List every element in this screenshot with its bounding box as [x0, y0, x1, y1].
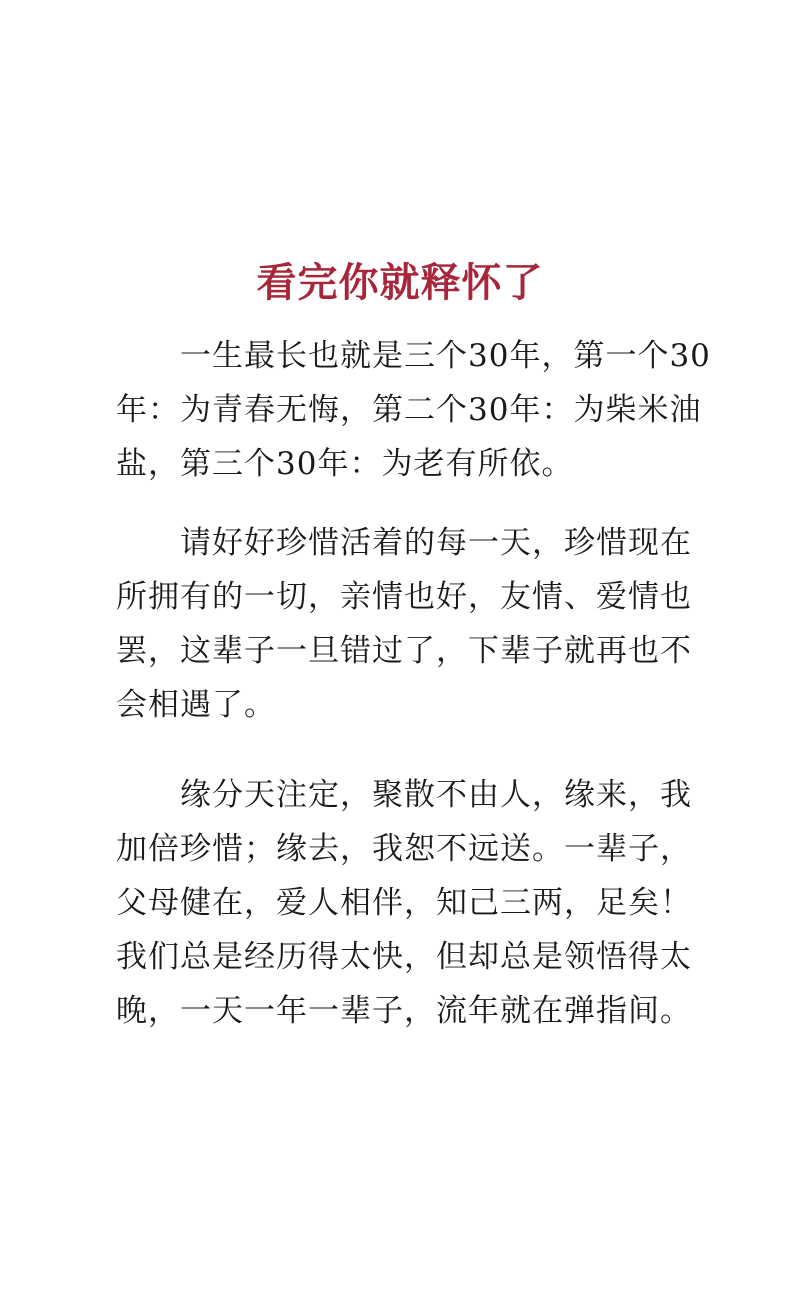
page-title: 看完你就释怀了 [256, 258, 544, 306]
paragraph-line: 盐，第三个30年：为老有所依。 [116, 446, 574, 482]
paragraph-line: 加倍珍惜；缘去，我恕不远送。一辈子， [116, 831, 692, 867]
paragraph-line: 父母健在，爱人相伴，知己三两，足矣！ [116, 885, 692, 921]
paragraph-3 [116, 768, 692, 1038]
paragraph-line: 请好好珍惜活着的每一天，珍惜现在 [180, 525, 692, 561]
paragraph-1 [116, 329, 711, 491]
paragraph-line: 年：为青春无悔，第二个30年：为柴米油 [116, 392, 702, 428]
paragraph-line: 会相遇了。 [116, 687, 276, 723]
paragraph-line: 晚，一天一年一辈子，流年就在弹指间。 [116, 993, 692, 1029]
paragraph-line: 罢，这辈子一旦错过了，下辈子就再也不 [116, 633, 692, 669]
paragraph-line: 一生最长也就是三个30年，第一个30 [180, 338, 711, 374]
paragraph-line: 所拥有的一切，亲情也好，友情、爱情也 [116, 579, 692, 615]
paragraph-2 [116, 516, 692, 732]
paragraph-line: 缘分天注定，聚散不由人，缘来，我 [180, 777, 692, 813]
paragraph-line: 我们总是经历得太快，但却总是领悟得太 [116, 939, 692, 975]
